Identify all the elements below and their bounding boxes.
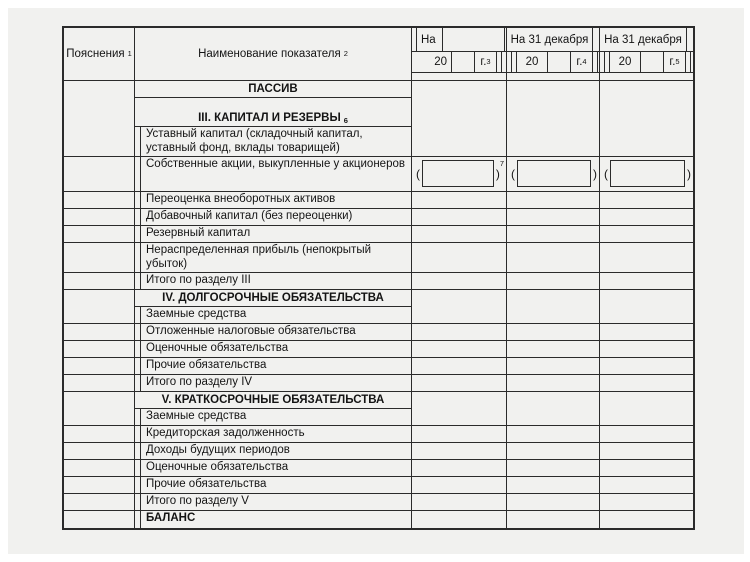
value-cell[interactable] bbox=[412, 409, 507, 426]
table-row bbox=[64, 226, 693, 243]
header-indicator-label: Наименование показателя bbox=[198, 48, 341, 60]
header-filler bbox=[412, 73, 506, 80]
value-cell[interactable] bbox=[507, 209, 600, 226]
value-cell[interactable] bbox=[412, 81, 507, 98]
form-panel bbox=[8, 8, 744, 554]
row-label: Прочие обязательства bbox=[146, 478, 267, 490]
table-row bbox=[64, 307, 693, 324]
indicator-cell bbox=[135, 409, 412, 426]
value-cell[interactable] bbox=[412, 511, 507, 528]
value-cell[interactable] bbox=[412, 392, 507, 409]
header-filler bbox=[507, 73, 599, 80]
row-label: Итого по разделу V bbox=[146, 495, 249, 507]
value-cell[interactable] bbox=[507, 460, 600, 477]
spacer-cell bbox=[687, 28, 693, 51]
date-value-box[interactable] bbox=[443, 28, 505, 51]
date-column-top-row bbox=[507, 28, 599, 52]
spacer-cell bbox=[593, 28, 599, 51]
spacer-cell bbox=[502, 52, 506, 72]
explanations-cell[interactable] bbox=[64, 157, 135, 192]
section-row bbox=[64, 290, 693, 307]
value-cell[interactable] bbox=[507, 307, 600, 324]
date-top-label: На 31 декабря bbox=[507, 28, 593, 51]
row-label: Отложенные налоговые обязательства bbox=[146, 325, 356, 337]
value-cell[interactable] bbox=[600, 341, 693, 358]
value-cell[interactable] bbox=[412, 375, 507, 392]
explanations-cell[interactable] bbox=[64, 226, 135, 243]
explanations-cell[interactable] bbox=[64, 375, 135, 392]
value-cell[interactable] bbox=[600, 443, 693, 460]
row-label: Кредиторская задолженность bbox=[146, 427, 305, 439]
value-cell[interactable] bbox=[600, 192, 693, 209]
explanations-cell[interactable] bbox=[64, 494, 135, 511]
explanations-cell[interactable] bbox=[64, 358, 135, 375]
table-row bbox=[64, 157, 693, 192]
value-cell[interactable] bbox=[600, 273, 693, 290]
explanations-cell[interactable] bbox=[64, 409, 135, 426]
value-cell[interactable] bbox=[600, 409, 693, 426]
header-indicator-footnote: 2 bbox=[343, 49, 348, 59]
section-title: ПАССИВ bbox=[248, 83, 298, 95]
value-cell[interactable] bbox=[507, 358, 600, 375]
table-body bbox=[64, 81, 693, 528]
value-cell[interactable] bbox=[600, 81, 693, 98]
paren-footnote: 7 bbox=[499, 159, 504, 168]
table-row bbox=[64, 243, 693, 273]
value-cell[interactable] bbox=[600, 460, 693, 477]
value-cell[interactable] bbox=[600, 511, 693, 528]
value-cell[interactable] bbox=[507, 392, 600, 409]
value-cell[interactable] bbox=[507, 494, 600, 511]
value-cell[interactable] bbox=[412, 209, 507, 226]
section-row bbox=[64, 392, 693, 409]
section-title-footnote: 6 bbox=[343, 115, 348, 125]
value-cell[interactable] bbox=[412, 192, 507, 209]
explanations-cell[interactable] bbox=[64, 243, 135, 273]
value-cell[interactable] bbox=[412, 290, 507, 307]
explanations-cell[interactable] bbox=[64, 290, 135, 307]
value-cell[interactable] bbox=[507, 443, 600, 460]
value-cell[interactable] bbox=[412, 324, 507, 341]
section-title: V. КРАТКОСРОЧНЫЕ ОБЯЗАТЕЛЬСТВА bbox=[161, 394, 385, 406]
table-row bbox=[64, 494, 693, 511]
value-cell[interactable] bbox=[412, 243, 507, 273]
row-label: Резервный капитал bbox=[146, 227, 251, 239]
table-row bbox=[64, 511, 693, 528]
row-label: Оценочные обязательства bbox=[146, 342, 289, 354]
row-label: Оценочные обязательства bbox=[146, 461, 289, 473]
indicator-cell bbox=[135, 157, 412, 192]
value-cell[interactable] bbox=[507, 511, 600, 528]
value-cell[interactable] bbox=[600, 375, 693, 392]
value-cell[interactable] bbox=[600, 209, 693, 226]
row-label: Итого по разделу III bbox=[146, 274, 251, 286]
indicator-cell bbox=[135, 511, 412, 528]
row-label: Уставный капитал (складочный капитал, уставный фонд, вклады товарищей) bbox=[146, 128, 363, 154]
value-cell[interactable] bbox=[412, 341, 507, 358]
value-cell[interactable] bbox=[412, 426, 507, 443]
explanations-cell[interactable] bbox=[64, 460, 135, 477]
table-row bbox=[64, 324, 693, 341]
table-row bbox=[64, 426, 693, 443]
row-label: Доходы будущих периодов bbox=[146, 444, 290, 456]
date-column-3 bbox=[600, 28, 693, 80]
table-row bbox=[64, 273, 693, 290]
header-explanations-cell bbox=[64, 28, 135, 80]
value-cell[interactable] bbox=[412, 358, 507, 375]
value-cell[interactable] bbox=[507, 98, 600, 127]
value-box[interactable] bbox=[517, 160, 591, 187]
date-top-label: На 31 декабря bbox=[600, 28, 687, 51]
value-cell[interactable] bbox=[412, 98, 507, 127]
row-label: Заемные средства bbox=[146, 410, 247, 422]
year-value-box[interactable] bbox=[548, 52, 571, 72]
value-cell[interactable] bbox=[507, 375, 600, 392]
section-row bbox=[64, 81, 693, 98]
table-row bbox=[64, 477, 693, 494]
indicator-cell bbox=[135, 81, 412, 98]
indicator-cell bbox=[135, 192, 412, 209]
table-row bbox=[64, 358, 693, 375]
close-paren: ) bbox=[495, 166, 500, 181]
value-cell[interactable] bbox=[600, 392, 693, 409]
year-prefix-box: 20 bbox=[517, 52, 548, 72]
explanations-cell[interactable] bbox=[64, 477, 135, 494]
indicator-cell bbox=[135, 426, 412, 443]
value-cell[interactable] bbox=[507, 409, 600, 426]
spacer-cell bbox=[691, 52, 693, 72]
value-cell[interactable] bbox=[507, 127, 600, 157]
indicator-cell bbox=[135, 209, 412, 226]
date-column-top-row bbox=[600, 28, 693, 52]
explanations-cell[interactable] bbox=[64, 273, 135, 290]
explanations-cell[interactable] bbox=[64, 209, 135, 226]
indicator-cell bbox=[135, 226, 412, 243]
indicator-cell bbox=[135, 127, 412, 157]
year-prefix-box: 20 bbox=[412, 52, 452, 72]
value-cell[interactable] bbox=[507, 426, 600, 443]
indicator-cell bbox=[135, 341, 412, 358]
explanations-cell[interactable] bbox=[64, 98, 135, 127]
explanations-cell[interactable] bbox=[64, 324, 135, 341]
table-header-row bbox=[64, 28, 693, 81]
row-label: Заемные средства bbox=[146, 308, 247, 320]
value-cell[interactable] bbox=[412, 460, 507, 477]
table-row bbox=[64, 409, 693, 426]
value-cell[interactable] bbox=[600, 243, 693, 273]
value-cell[interactable] bbox=[507, 192, 600, 209]
row-label: Прочие обязательства bbox=[146, 359, 267, 371]
explanations-cell[interactable] bbox=[64, 511, 135, 528]
value-cell[interactable] bbox=[600, 477, 693, 494]
close-paren: ) bbox=[687, 166, 691, 181]
value-cell[interactable] bbox=[507, 290, 600, 307]
indicator-cell bbox=[135, 243, 412, 273]
value-cell[interactable] bbox=[507, 324, 600, 341]
value-cell[interactable] bbox=[507, 273, 600, 290]
year-suffix-box: г. 4 bbox=[571, 52, 593, 72]
value-cell[interactable] bbox=[600, 98, 693, 127]
explanations-cell[interactable] bbox=[64, 341, 135, 358]
value-cell[interactable] bbox=[600, 358, 693, 375]
year-suffix-footnote: 5 bbox=[675, 57, 680, 67]
header-date-columns bbox=[412, 28, 693, 80]
date-column-1 bbox=[412, 28, 507, 80]
value-cell[interactable] bbox=[600, 324, 693, 341]
table-row bbox=[64, 192, 693, 209]
value-cell[interactable] bbox=[412, 226, 507, 243]
year-suffix-footnote: 3 bbox=[486, 57, 491, 67]
year-suffix-footnote: 4 bbox=[582, 57, 587, 67]
spacer-cell bbox=[598, 52, 599, 72]
value-cell[interactable] bbox=[412, 127, 507, 157]
section-row bbox=[64, 98, 693, 127]
row-label: Нераспределенная прибыль (непокрытый убыток) bbox=[146, 244, 372, 270]
header-filler bbox=[600, 73, 693, 80]
year-value-box[interactable] bbox=[641, 52, 664, 72]
indicator-cell bbox=[135, 307, 412, 324]
value-cell[interactable] bbox=[507, 157, 600, 192]
table-row bbox=[64, 375, 693, 392]
row-label: Добавочный капитал (без переоценки) bbox=[146, 210, 353, 222]
value-cell[interactable] bbox=[412, 477, 507, 494]
value-cell[interactable] bbox=[412, 273, 507, 290]
year-suffix-box: г. 5 bbox=[664, 52, 686, 72]
explanations-cell[interactable] bbox=[64, 307, 135, 324]
row-label: Собственные акции, выкупленные у акционеров bbox=[146, 158, 405, 170]
indicator-cell bbox=[135, 290, 412, 307]
indicator-cell bbox=[135, 358, 412, 375]
value-cell[interactable] bbox=[412, 494, 507, 511]
value-cell[interactable] bbox=[507, 341, 600, 358]
value-box[interactable] bbox=[422, 160, 494, 187]
date-column-top-row bbox=[412, 28, 506, 52]
value-cell[interactable] bbox=[507, 477, 600, 494]
row-label: Переоценка внеоборотных активов bbox=[146, 193, 336, 205]
section-title: III. КАПИТАЛ И РЕЗЕРВЫ 6 bbox=[198, 112, 348, 125]
indicator-cell bbox=[135, 375, 412, 392]
table-row bbox=[64, 443, 693, 460]
open-paren: ( bbox=[511, 166, 515, 181]
date-top-label: На bbox=[417, 28, 443, 51]
explanations-cell[interactable] bbox=[64, 392, 135, 409]
indicator-cell bbox=[135, 443, 412, 460]
value-cell[interactable] bbox=[507, 226, 600, 243]
indicator-cell bbox=[135, 460, 412, 477]
explanations-cell[interactable] bbox=[64, 443, 135, 460]
row-label: Итого по разделу IV bbox=[146, 376, 253, 388]
header-indicator-cell bbox=[135, 28, 412, 80]
table-row bbox=[64, 460, 693, 477]
value-cell[interactable] bbox=[600, 290, 693, 307]
date-column-year-row bbox=[600, 52, 693, 73]
header-explanations-label: Пояснения bbox=[66, 48, 125, 60]
section-title: IV. ДОЛГОСРОЧНЫЕ ОБЯЗАТЕЛЬСТВА bbox=[162, 292, 384, 304]
indicator-cell bbox=[135, 98, 412, 127]
indicator-cell bbox=[135, 273, 412, 290]
year-value-box[interactable] bbox=[452, 52, 475, 72]
table-row bbox=[64, 127, 693, 157]
value-box[interactable] bbox=[610, 160, 685, 187]
year-suffix-box: г. 3 bbox=[475, 52, 497, 72]
open-paren: ( bbox=[416, 166, 420, 181]
date-column-2 bbox=[507, 28, 600, 80]
explanations-cell[interactable] bbox=[64, 127, 135, 157]
row-label: БАЛАНС bbox=[146, 512, 196, 524]
date-column-year-row bbox=[507, 52, 599, 73]
header-explanations-footnote: 1 bbox=[127, 49, 132, 59]
year-prefix-box: 20 bbox=[610, 52, 641, 72]
balance-sheet-table bbox=[62, 26, 695, 530]
value-cell[interactable] bbox=[412, 443, 507, 460]
value-cell[interactable] bbox=[600, 226, 693, 243]
explanations-cell[interactable] bbox=[64, 192, 135, 209]
spacer-cell bbox=[505, 28, 506, 51]
table-row bbox=[64, 209, 693, 226]
value-cell[interactable] bbox=[507, 81, 600, 98]
indicator-cell bbox=[135, 477, 412, 494]
value-cell[interactable] bbox=[412, 157, 507, 192]
value-cell[interactable] bbox=[600, 157, 693, 192]
close-paren: ) bbox=[593, 166, 597, 181]
value-cell[interactable] bbox=[600, 307, 693, 324]
explanations-cell[interactable] bbox=[64, 426, 135, 443]
date-column-year-row bbox=[412, 52, 506, 73]
open-paren: ( bbox=[604, 166, 608, 181]
value-cell[interactable] bbox=[600, 127, 693, 157]
indicator-cell bbox=[135, 324, 412, 341]
value-cell[interactable] bbox=[507, 243, 600, 273]
table-row bbox=[64, 341, 693, 358]
explanations-cell[interactable] bbox=[64, 81, 135, 98]
value-cell[interactable] bbox=[600, 426, 693, 443]
value-cell[interactable] bbox=[600, 494, 693, 511]
indicator-cell bbox=[135, 494, 412, 511]
indicator-cell bbox=[135, 392, 412, 409]
value-cell[interactable] bbox=[412, 307, 507, 324]
